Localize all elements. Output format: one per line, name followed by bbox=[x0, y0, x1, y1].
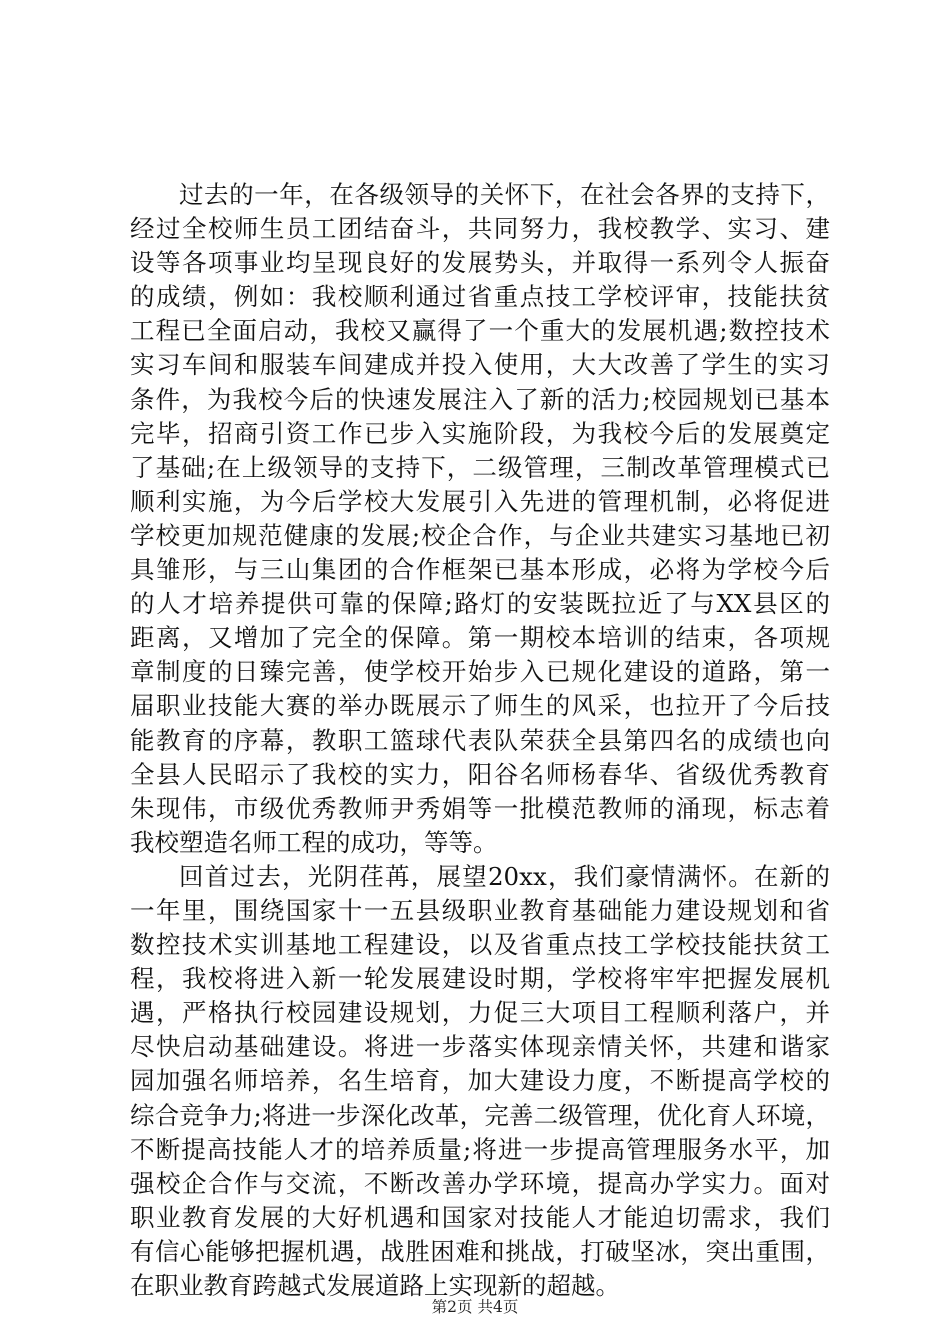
text-line: 届职业技能大赛的举办既展示了师生的风采，也拉开了今后技 bbox=[130, 691, 830, 721]
text-line: 强校企合作与交流，不断改善办学环境，提高办学实力。面对 bbox=[130, 1168, 830, 1198]
text-line: 职业教育发展的大好机遇和国家对技能人才能迫切需求，我们 bbox=[130, 1202, 830, 1232]
text-line: 朱现伟，市级优秀教师尹秀娟等一批模范教师的涌现，标志着 bbox=[130, 793, 830, 823]
text-line: 条件，为我校今后的快速发展注入了新的活力;校园规划已基本 bbox=[130, 384, 830, 414]
text-line: 设等各项事业均呈现良好的发展势头，并取得一系列令人振奋 bbox=[130, 248, 830, 278]
text-line: 的成绩，例如：我校顺利通过省重点技工学校评审，技能扶贫 bbox=[130, 282, 830, 312]
text-line: 我校塑造名师工程的成功，等等。 bbox=[130, 827, 498, 857]
text-line: 回首过去，光阴荏苒，展望20xx，我们豪情满怀。在新的 bbox=[179, 861, 830, 891]
text-line: 过去的一年，在各级领导的关怀下，在社会各界的支持下， bbox=[179, 180, 830, 209]
text-line: 经过全校师生员工团结奋斗，共同努力，我校教学、实习、建 bbox=[130, 214, 830, 244]
text-line: 顺利实施，为今后学校大发展引入先进的管理机制，必将促进 bbox=[130, 486, 830, 516]
text-line: 距离，又增加了完全的保障。第一期校本培训的结束，各项规 bbox=[130, 623, 830, 653]
text-line: 在职业教育跨越式发展道路上实现新的超越。 bbox=[130, 1271, 620, 1300]
text-line: 学校更加规范健康的发展;校企合作，与企业共建实习基地已初 bbox=[130, 520, 830, 550]
text-line: 能教育的序幕，教职工篮球代表队荣获全县第四名的成绩也向 bbox=[130, 725, 830, 755]
text-line: 不断提高技能人才的培养质量;将进一步提高管理服务水平，加 bbox=[130, 1134, 830, 1164]
text-line: 章制度的日臻完善，使学校开始步入已规化建设的道路，第一 bbox=[130, 657, 830, 687]
text-line: 全县人民昭示了我校的实力，阳谷名师杨春华、省级优秀教育 bbox=[130, 759, 830, 789]
page-number-footer: 第2页 共4页 bbox=[431, 1298, 519, 1316]
text-line: 了基础;在上级领导的支持下，二级管理，三制改革管理模式已 bbox=[130, 452, 830, 482]
text-line: 综合竞争力;将进一步深化改革，完善二级管理，优化育人环境， bbox=[130, 1100, 830, 1130]
text-line: 程，我校将进入新一轮发展建设时期，学校将牢牢把握发展机 bbox=[130, 964, 830, 994]
text-line: 园加强名师培养，名生培育，加大建设力度，不断提高学校的 bbox=[130, 1066, 830, 1096]
paragraph-1 bbox=[130, 178, 830, 860]
text-line: 一年里，围绕国家十一五县级职业教育基础能力建设规划和省 bbox=[130, 895, 830, 925]
text-line: 工程已全面启动，我校又赢得了一个重大的发展机遇;数控技术 bbox=[130, 316, 830, 346]
text-line: 完毕，招商引资工作已步入实施阶段，为我校今后的发展奠定 bbox=[130, 418, 830, 448]
text-line: 有信心能够把握机遇，战胜困难和挑战，打破坚冰，突出重围， bbox=[130, 1236, 830, 1266]
text-line: 遇，严格执行校园建设规划，力促三大项目工程顺利落户，并 bbox=[130, 998, 830, 1028]
text-line: 数控技术实训基地工程建设，以及省重点技工学校技能扶贫工 bbox=[130, 930, 830, 960]
text-line: 的人才培养提供可靠的保障;路灯的安装既拉近了与XX县区的 bbox=[130, 589, 830, 619]
text-line: 实习车间和服装车间建成并投入使用，大大改善了学生的实习 bbox=[130, 350, 830, 380]
paragraph-2 bbox=[130, 860, 830, 1303]
document-body bbox=[130, 178, 830, 1303]
text-line: 具雏形，与三山集团的合作框架已基本形成，必将为学校今后 bbox=[130, 555, 830, 585]
text-line: 尽快启动基础建设。将进一步落实体现亲情关怀，共建和谐家 bbox=[130, 1032, 830, 1062]
